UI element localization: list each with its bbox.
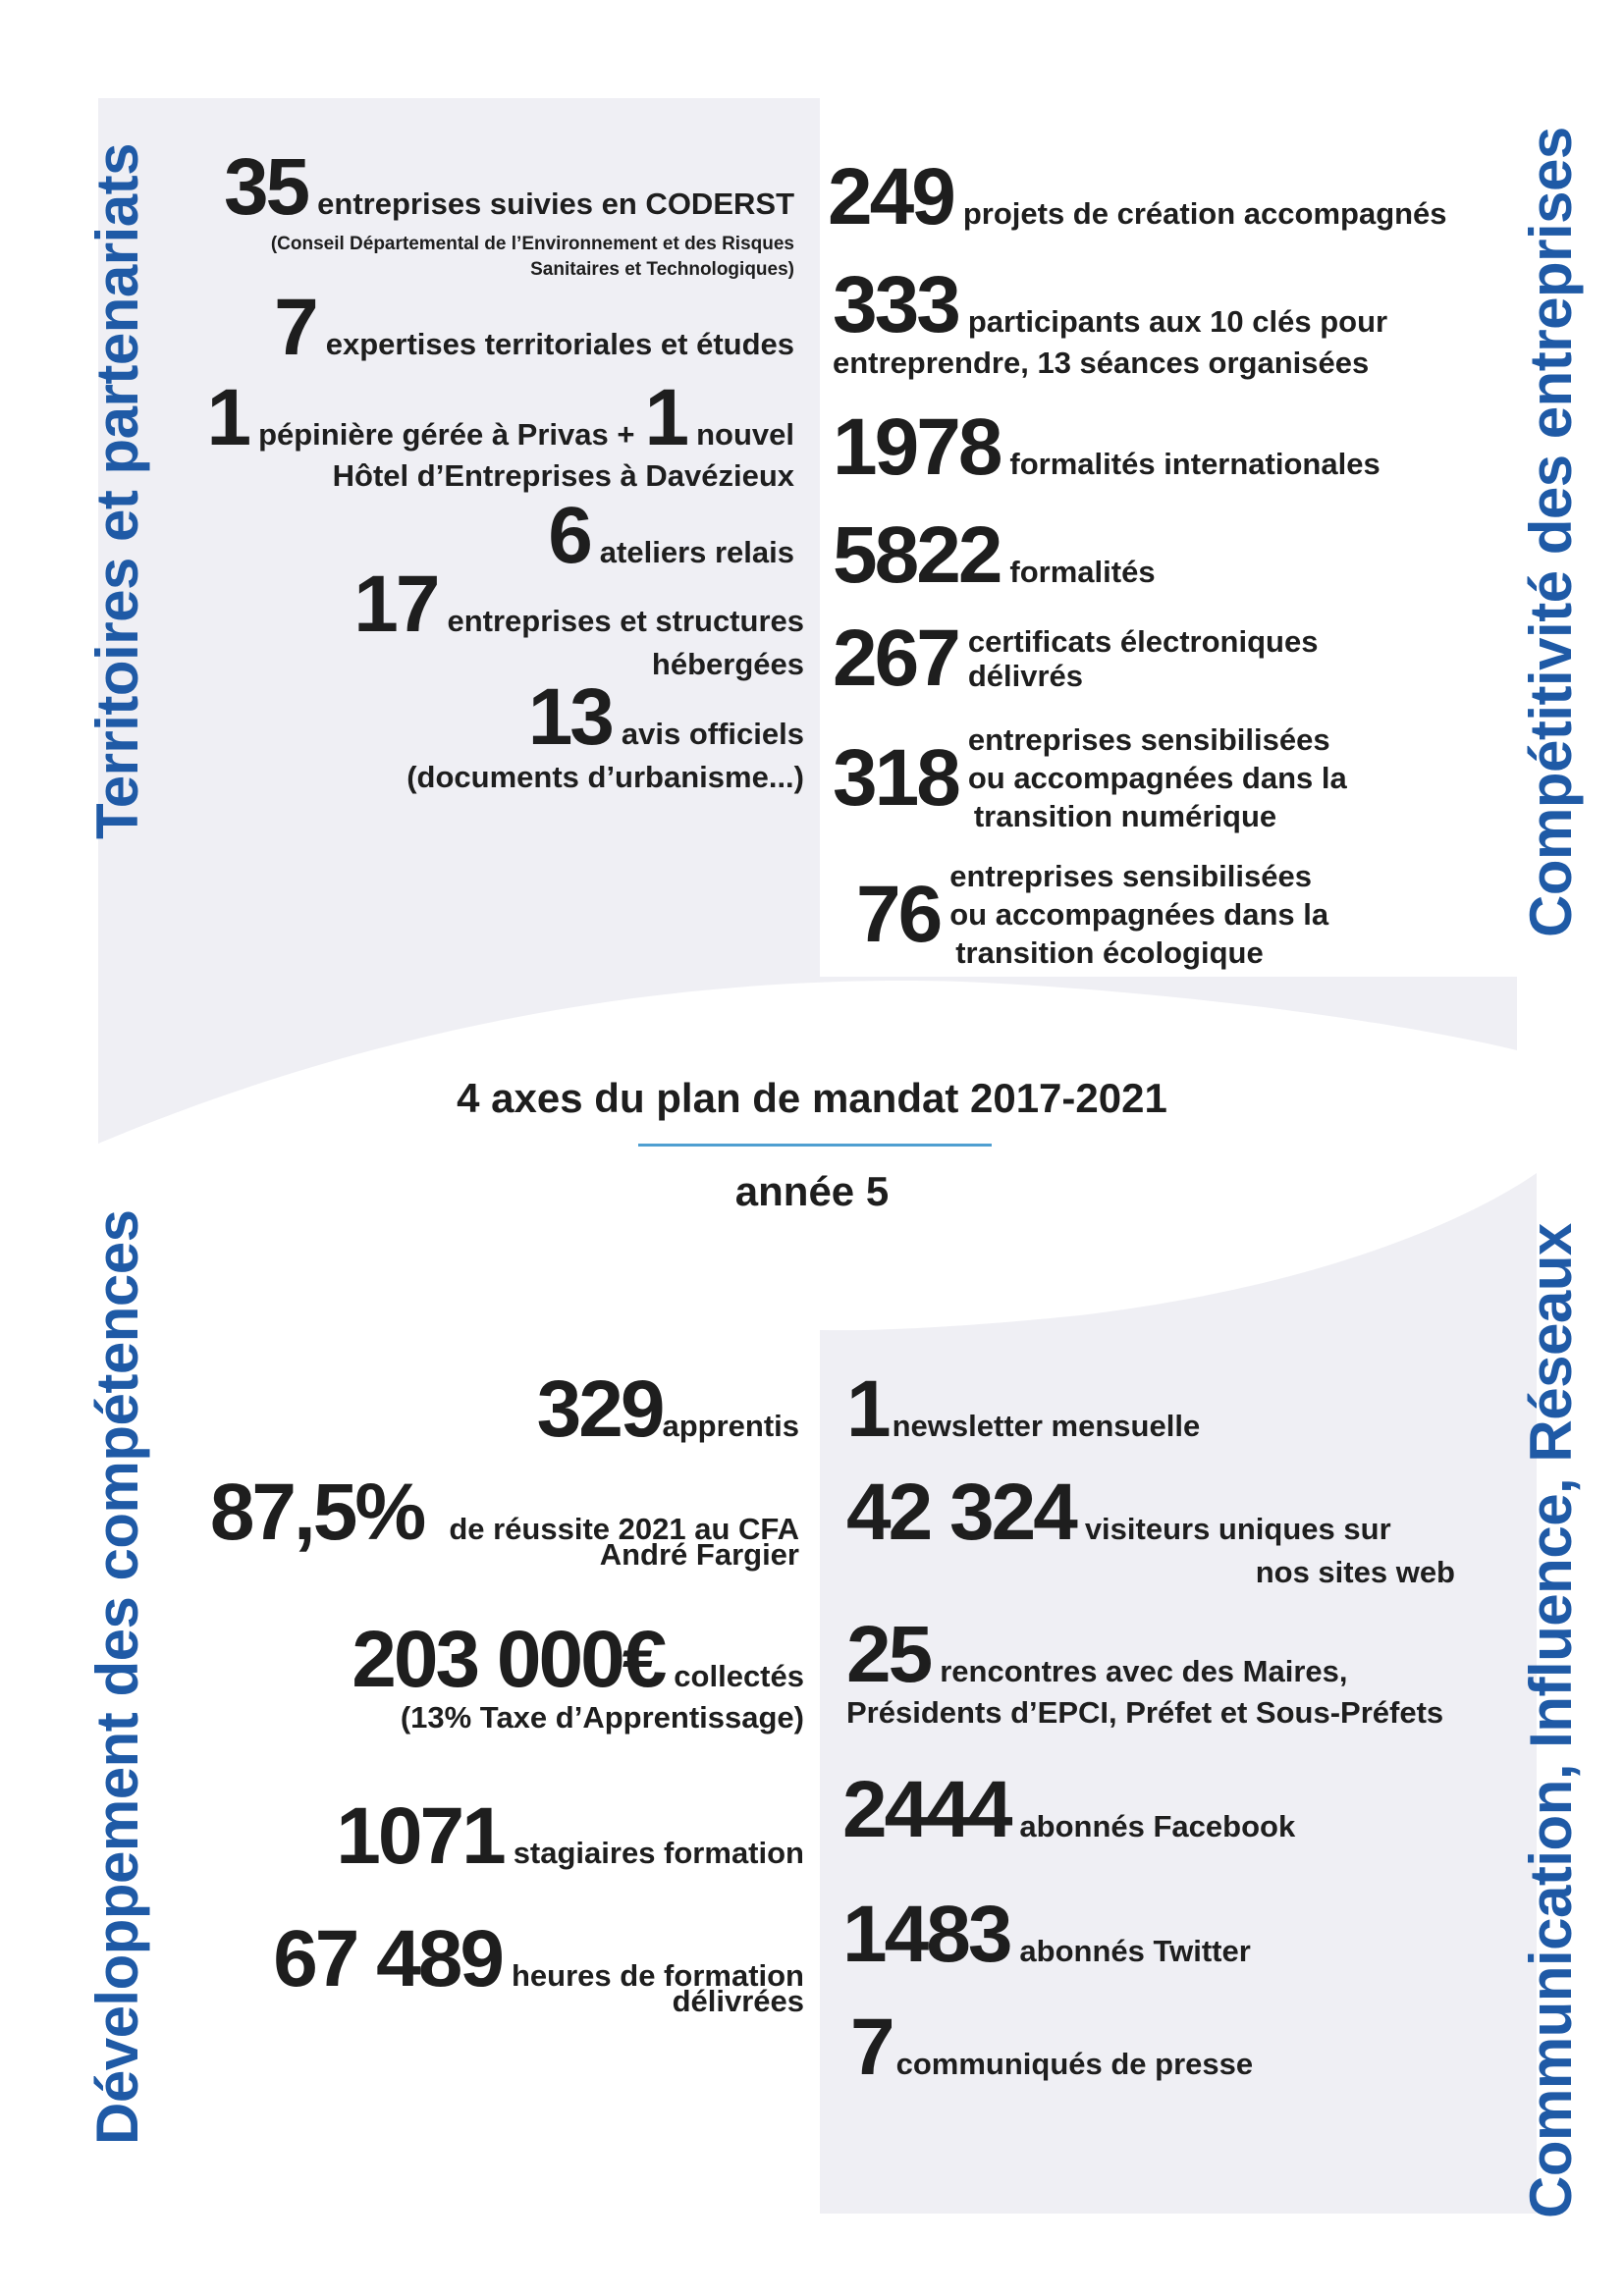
stat-note: Sanitaires et Technologiques): [530, 258, 794, 280]
stat-label-line2: entreprendre, 13 séances organisées: [833, 346, 1370, 380]
stat-label-line2: Hôtel d’Entreprises à Davézieux: [332, 458, 794, 493]
stat-label: formalités: [1009, 555, 1156, 589]
stat-number: 329: [536, 1364, 663, 1454]
stat-label-line2: délivrés: [967, 659, 1084, 693]
stat-label: abonnés Facebook: [1019, 1809, 1296, 1843]
stat-label: communiqués de presse: [895, 2047, 1254, 2081]
territoires-stat-3: [107, 373, 794, 493]
stat-label: avis officiels: [621, 717, 804, 751]
axis-competences-title: Développement des compétences: [84, 1209, 150, 2145]
title-divider: [638, 1144, 992, 1147]
communication-stat-1: [846, 1364, 1514, 1454]
competitivite-stat-5: [833, 614, 1500, 703]
territoires-stat-2: [107, 283, 794, 372]
stat-number: 42 324: [846, 1468, 1075, 1557]
stat-label: formalités internationales: [1009, 447, 1380, 481]
stat-number: 87,5%: [209, 1468, 424, 1557]
territoires-stat-1: [107, 142, 794, 282]
stat-label-line2: nos sites web: [1255, 1555, 1455, 1589]
stat-number: 17: [353, 560, 438, 649]
stat-number: 318: [833, 732, 958, 823]
competences-stat-2: [112, 1468, 799, 1572]
territoires-stat-6: [117, 672, 804, 794]
stat-label: de réussite 2021 au CFA: [449, 1512, 799, 1546]
communication-stat-6: [850, 2002, 1518, 2092]
stat-number: 1: [644, 373, 687, 462]
stat-number: 1483: [842, 1890, 1010, 1979]
stat-number: 7: [850, 2002, 893, 2092]
stat-note: (Conseil Départemental de l’Environnement et des Risques: [270, 234, 794, 254]
competences-stat-4: [117, 1791, 804, 1881]
stat-label: newsletter mensuelle: [892, 1409, 1201, 1443]
stat-label-line2: ou accompagnées dans la: [949, 897, 1329, 932]
stat-label: ateliers relais: [599, 535, 794, 569]
stat-number: 25: [846, 1610, 931, 1699]
stat-label: projets de création accompagnés: [962, 196, 1447, 231]
stat-label: visiteurs uniques sur: [1084, 1512, 1391, 1546]
axis-communication-title: Communication, Influence, Réseaux: [1518, 1223, 1584, 2218]
stat-label-line2: ou accompagnées dans la: [967, 761, 1347, 795]
stat-number: 1071: [336, 1791, 504, 1881]
stat-number: 5822: [833, 510, 1001, 600]
territoires-stat-5: [117, 560, 804, 681]
stat-number: 333: [833, 260, 958, 349]
communication-stat-4: [842, 1765, 1510, 1854]
stat-label: certificats électroniques: [967, 624, 1319, 659]
stat-number: 35: [223, 142, 308, 232]
stat-label: apprentis: [662, 1409, 799, 1443]
competitivite-stat-6: [833, 724, 1500, 831]
stat-label: heures de formation: [512, 1958, 804, 1993]
stat-number: 1: [206, 373, 249, 462]
stat-number: 249: [828, 152, 953, 241]
stat-label-line2: Présidents d’EPCI, Préfet et Sous-Préfets: [846, 1695, 1444, 1730]
page-title: 4 axes du plan de mandat 2017-2021: [457, 1075, 1167, 1121]
stat-label: rencontres avec des Maires,: [940, 1654, 1348, 1688]
communication-stat-5: [842, 1890, 1510, 1979]
stat-number: 7: [274, 283, 316, 372]
stat-label: entreprises et structures: [447, 604, 804, 638]
competences-stat-1: [112, 1364, 799, 1454]
stat-label-line3: transition numérique: [973, 799, 1277, 833]
competences-stat-5: [117, 1914, 804, 2018]
stat-label: participants aux 10 clés pour: [967, 304, 1388, 339]
stat-number: 6: [548, 491, 590, 580]
competences-stat-3: [117, 1615, 804, 1735]
competitivite-stat-2: [833, 260, 1500, 380]
stat-label-line2: délivrées: [672, 1984, 804, 2018]
page-subtitle: année 5: [734, 1168, 890, 1214]
stat-number: 267: [833, 614, 958, 703]
competitivite-stat-7: [856, 861, 1524, 968]
competitivite-stat-1: [828, 152, 1495, 241]
stat-label-line3: transition écologique: [955, 935, 1264, 970]
communication-stat-3: [846, 1610, 1514, 1730]
stat-label: collectés: [674, 1659, 804, 1693]
stat-label: entreprises suivies en CODERST: [317, 187, 794, 221]
stat-label: pépinière gérée à Privas +: [258, 417, 635, 452]
stat-number: 1978: [833, 402, 1001, 492]
stat-number: 76: [856, 869, 941, 959]
competitivite-stat-3: [833, 402, 1500, 492]
axis-competitivite-title: Compétitivité des entreprises: [1518, 127, 1584, 937]
competitivite-stat-4: [833, 510, 1500, 600]
stat-number: 203 000€: [352, 1615, 665, 1704]
stat-label-line2: hébergées: [651, 647, 804, 681]
stat-label: entreprises sensibilisées: [949, 859, 1312, 893]
communication-stat-2: [846, 1468, 1455, 1589]
stat-label-line2: (documents d’urbanisme...): [406, 760, 804, 794]
stat-label: entreprises sensibilisées: [967, 722, 1330, 757]
stat-number: 13: [527, 672, 612, 762]
stat-label-line2: André Fargier: [599, 1537, 799, 1572]
stat-label: stagiaires formation: [513, 1836, 804, 1870]
axis-territoires-title: Territoires et partenariats: [84, 143, 150, 839]
stat-label: nouvel: [696, 417, 794, 452]
stat-label: expertises territoriales et études: [325, 327, 794, 361]
stat-label: abonnés Twitter: [1019, 1934, 1251, 1968]
stat-number: 2444: [842, 1765, 1010, 1854]
stat-number: 1: [846, 1364, 889, 1454]
stat-label-line2: (13% Taxe d’Apprentissage): [400, 1700, 804, 1735]
stat-number: 67 489: [273, 1914, 502, 2003]
